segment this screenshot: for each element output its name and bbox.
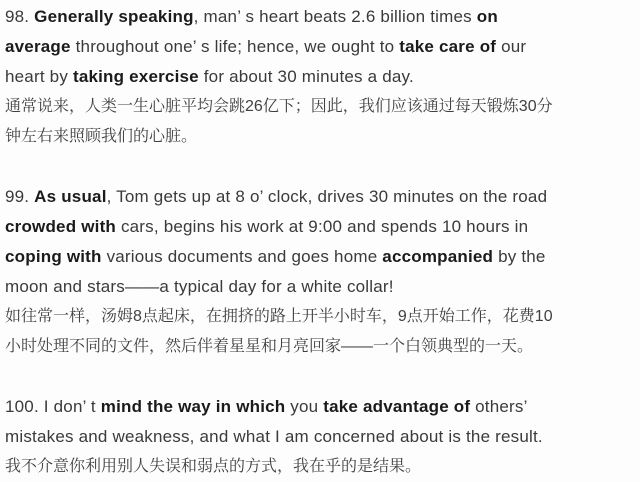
en-text: various documents and goes home <box>101 247 383 266</box>
cn-translation-line: 如往常一样，汤姆8点起床，在拥挤的路上开半小时车，9点开始工作，花费10 <box>5 308 553 325</box>
en-text: others’ <box>470 397 528 416</box>
en-text: , Tom gets up at 8 o’ clock, drives 30 minutes on the road <box>106 187 548 206</box>
paragraph-100 <box>5 392 636 482</box>
en-bold-phrase: accompanied <box>382 247 494 266</box>
en-text: you <box>285 397 324 416</box>
en-sentence-line <box>5 272 636 302</box>
en-bold-phrase: crowded with <box>5 217 117 236</box>
item-number: 99. <box>5 187 35 206</box>
en-text: moon and stars——a typical day for a white collar! <box>5 277 394 296</box>
en-sentence-line <box>5 422 636 452</box>
en-bold-phrase: taking exercise <box>72 67 199 86</box>
en-text: , man’ s heart beats 2.6 billion times <box>193 7 477 26</box>
en-bold-phrase: take care of <box>399 37 497 56</box>
en-sentence-line <box>5 182 636 212</box>
en-bold-phrase: take advantage of <box>323 397 471 416</box>
en-sentence-line <box>5 32 636 62</box>
en-text: by the <box>493 247 546 266</box>
cn-translation-line: 钟左右来照顾我们的心脏。 <box>5 128 198 145</box>
en-text: for about 30 minutes a day. <box>198 67 414 86</box>
en-text: cars, begins his work at 9:00 and spends 10 hours in <box>116 217 529 236</box>
en-sentence-line <box>5 242 636 272</box>
item-number: 98. <box>5 7 35 26</box>
paragraph-98 <box>5 2 636 152</box>
en-bold-phrase: coping with <box>5 247 102 266</box>
en-bold-phrase: on <box>476 7 498 26</box>
en-sentence-line <box>5 212 636 242</box>
paragraph-99 <box>5 182 636 362</box>
en-bold-phrase: mind the way in which <box>100 397 286 416</box>
paragraph-spacer <box>5 152 636 182</box>
en-text: our <box>496 37 527 56</box>
en-text: heart by <box>5 67 73 86</box>
cn-translation-line: 通常说来，人类一生心脏平均会跳26亿下；因此，我们应该通过每天锻炼30分 <box>5 98 553 115</box>
en-bold-phrase: Generally speaking <box>34 7 194 26</box>
en-sentence-line <box>5 2 636 32</box>
en-text: 100. I don’ t <box>5 397 101 416</box>
en-sentence-line <box>5 392 636 422</box>
en-text: mistakes and weakness, and what I am concerned about is the result. <box>5 427 543 446</box>
paragraph-spacer <box>5 362 636 392</box>
en-sentence-line <box>5 62 636 92</box>
en-bold-phrase: average <box>5 37 71 56</box>
en-text: throughout one’ s life; hence, we ought to <box>70 37 400 56</box>
cn-translation-line: 小时处理不同的文件，然后伴着星星和月亮回家——一个白领典型的一天。 <box>5 338 534 355</box>
en-bold-phrase: As usual <box>34 187 107 206</box>
cn-translation-line: 我不介意你利用别人失误和弱点的方式，我在乎的是结果。 <box>5 458 422 475</box>
